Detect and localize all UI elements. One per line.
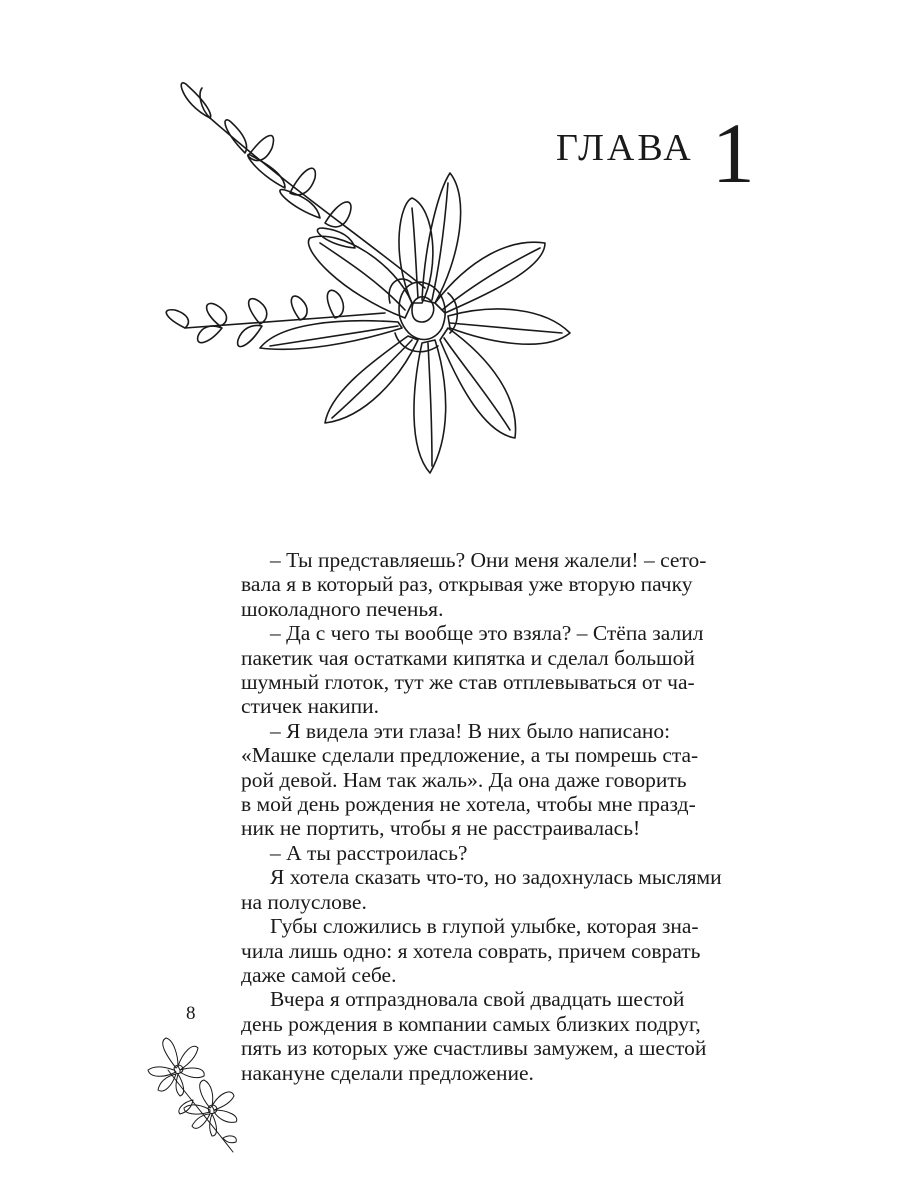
text-line: – Да с чего ты вообще это взяла? – Стёпа залил — [270, 621, 704, 646]
text-line: чила лишь одно: я хотела соврать, причем соврать — [241, 938, 701, 963]
text-line: вала я в который раз, открывая уже вторую пачку — [241, 572, 693, 597]
text-line: стичек накипи. — [241, 694, 380, 719]
text-line: пакетик чая остатками кипятка и сделал большой — [241, 645, 695, 670]
small-flower-illustration — [138, 1030, 248, 1155]
paragraph — [241, 914, 751, 987]
text-line: – Я видела эти глаза! В них было написано: — [270, 718, 671, 743]
text-line: пять из которых уже счастливы замужем, а шестой — [241, 1036, 707, 1061]
chapter-body-text — [241, 548, 751, 1085]
text-line: Я хотела сказать что-то, но задохнулась мыслями — [270, 865, 722, 890]
chapter-title: ГЛАВА — [556, 127, 694, 169]
text-line: день рождения в компании самых близких подруг, — [241, 1011, 701, 1036]
text-line: рой девой. Нам так жаль». Да она даже говорить — [241, 767, 687, 792]
text-line: даже самой себе. — [241, 962, 397, 987]
paragraph — [241, 865, 751, 914]
text-line: – А ты расстроилась? — [270, 840, 468, 865]
text-line: на полуслове. — [241, 889, 367, 914]
text-line: накануне сделали предложение. — [241, 1060, 534, 1085]
chapter-number: 1 — [711, 105, 755, 201]
paragraph — [241, 548, 751, 621]
flower-illustration — [150, 78, 590, 498]
text-line: шумный глоток, тут же став отплевываться от ча- — [241, 670, 695, 695]
text-line: шоколадного печенья. — [241, 596, 444, 621]
text-line: Вчера я отпраздновала свой двадцать шестой — [270, 987, 685, 1012]
text-line: ник не портить, чтобы я не расстраивалась! — [241, 816, 641, 841]
paragraph — [241, 621, 751, 719]
chapter-heading — [556, 105, 755, 201]
paragraph — [241, 719, 751, 841]
text-line: – Ты представляешь? Они меня жалели! – сето- — [270, 548, 707, 572]
text-line: в мой день рождения не хотела, чтобы мне празд- — [241, 792, 696, 817]
page-number: 8 — [186, 1003, 196, 1024]
paragraph — [241, 841, 751, 865]
paragraph — [241, 987, 751, 1085]
text-line: Губы сложились в глупой улыбке, которая зна- — [270, 914, 699, 939]
text-line: «Машке сделали предложение, а ты помрешь ста- — [241, 743, 699, 768]
